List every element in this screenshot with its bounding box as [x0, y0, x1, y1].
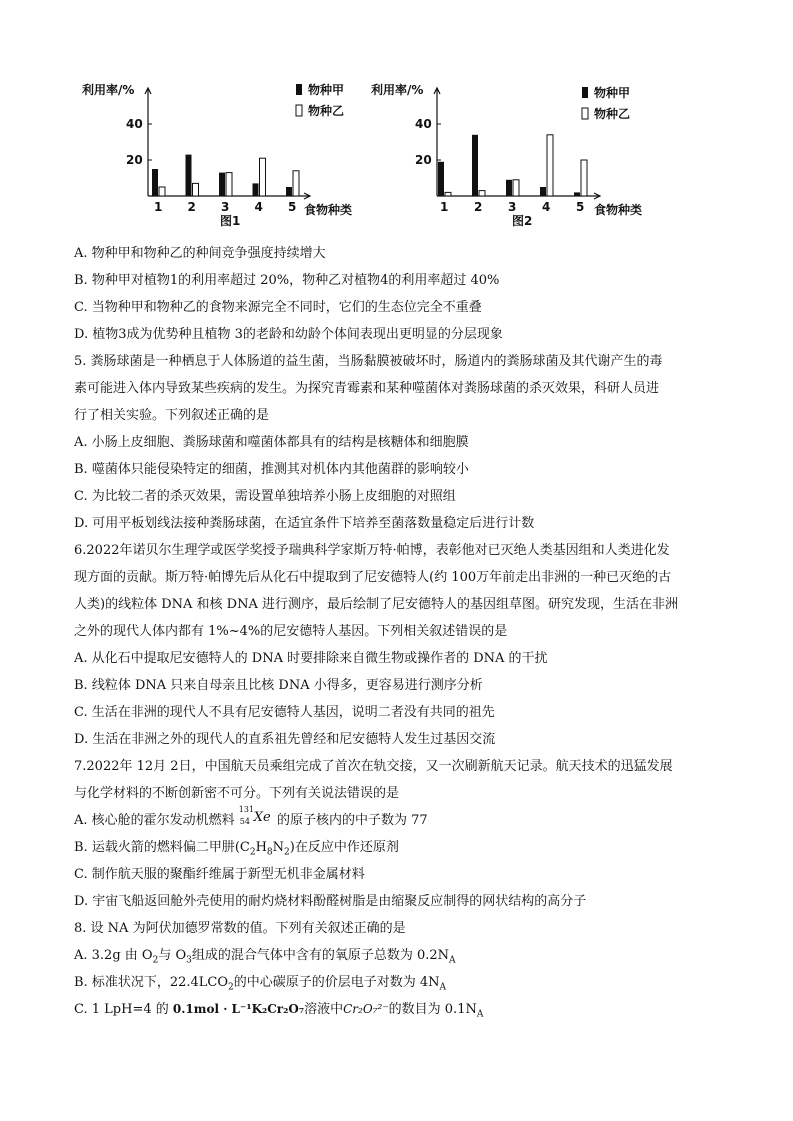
x-tick-label: 1	[154, 200, 163, 214]
legend-label-species-a: 物种甲	[308, 83, 345, 97]
q8-option-b-prefix: B. 标准状况下，22.4LCO	[74, 975, 229, 990]
subscript: 3	[186, 955, 192, 966]
subscript: A	[439, 982, 447, 993]
q7-option-b	[74, 834, 724, 861]
y-axis-label: 利用率/%	[371, 83, 424, 97]
q7-stem-line-2: 与化学材料的不断创新密不可分。下列有关说法错误的是	[74, 786, 400, 801]
x-tick-label: 3	[508, 200, 517, 214]
x-tick-label: 1	[440, 200, 449, 214]
dichromate-solution-formula: 0.1mol · L⁻¹K₂Cr₂O₇	[172, 1002, 305, 1016]
isotope-mass-number: 131	[238, 805, 255, 814]
x-tick-label: 5	[288, 200, 297, 214]
subscript: A	[476, 1009, 484, 1020]
q8-option-a	[74, 942, 724, 969]
y-tick-label: 20	[126, 153, 143, 167]
bar-species-b	[513, 180, 519, 196]
q8-option-a-text: 与 O	[158, 948, 187, 963]
q7-stem-line-1: 7.2022年 12月 2日，中国航天员乘组完成了首次在轨交接，又一次刷新航天记录。航天技术的迅猛发展	[74, 759, 673, 774]
bar-species-b	[547, 135, 553, 196]
bar-species-a	[574, 192, 580, 196]
q7-option-b-text: N	[272, 840, 285, 855]
q8-option-a-prefix: A. 3.2g 由 O	[74, 948, 153, 963]
isotope-atomic-number: 54	[239, 817, 250, 826]
q8-option-c-prefix: C. 1 LpH=4 的	[74, 1002, 173, 1017]
subscript: A	[449, 955, 456, 966]
subscript: 2	[249, 847, 256, 858]
q6-stem-line-3: 人类)的线粒体 DNA 和核 DNA 进行测序，最后绘制了尼安德特人的基因组草图。研究发现，生活在非洲	[74, 597, 678, 612]
q7-option-b-text: H	[255, 840, 267, 855]
y-tick-label: 20	[415, 153, 432, 167]
q6-stem-line-2: 现方面的贡献。斯万特·帕博先后从化石中提取到了尼安德特人(约 100万年前走出非洲的一种已灭绝的古	[74, 570, 672, 585]
q5-stem-line-3: 行了相关实验。下列叙述正确的是	[74, 408, 270, 423]
bar-species-a	[438, 162, 444, 196]
bar-species-a	[506, 180, 512, 196]
q5-option-b: B. 噬菌体只能侵染特定的细菌，推测其对机体内其他菌群的影响较小	[74, 462, 469, 477]
q6-stem-line-1: 6.2022年诺贝尔生理学或医学奖授予瑞典科学家斯万特·帕博，表彰他对已灭绝人类基因组和人类进化发	[74, 543, 670, 558]
legend-label-species-b: 物种乙	[594, 107, 631, 121]
q8-option-c	[74, 996, 724, 1023]
x-axis-label: 食物种类	[304, 203, 353, 217]
x-tick-label: 4	[542, 200, 551, 214]
chart-title: 图1	[220, 214, 241, 228]
legend-swatch-species-b	[582, 108, 588, 119]
q5-option-a: A. 小肠上皮细胞、粪肠球菌和噬菌体都具有的结构是核糖体和细胞膜	[74, 435, 469, 450]
question-content	[74, 240, 724, 1023]
bar-species-a	[472, 135, 478, 196]
q4-option-d: D. 植物3成为优势种且植物 3的老龄和幼龄个体间表现出更明显的分层现象	[74, 327, 503, 342]
q5-option-c: C. 为比较二者的杀灭效果，需设置单独培养小肠上皮细胞的对照组	[74, 489, 456, 504]
bar-species-b	[581, 160, 587, 196]
q7-option-b-suffix: )在反应中作还原剂	[289, 840, 399, 855]
subscript: 2	[228, 982, 234, 993]
chart-title: 图2	[512, 214, 533, 228]
q5-stem-line-2: 素可能进入体内导致某些疾病的发生。为探究青霉素和某种噬菌体对粪肠球菌的杀灭效果，科研人员进	[74, 381, 660, 396]
legend-swatch-species-a	[582, 87, 588, 98]
subscript: 8	[266, 847, 273, 858]
bar-species-b	[479, 191, 485, 196]
x-tick-label: 5	[576, 200, 585, 214]
q7-option-d: D. 宇宙飞船返回舱外壳使用的耐灼烧材料酚醛树脂是由缩聚反应制得的网状结构的高分子	[74, 894, 587, 909]
y-axis-label: 利用率/%	[82, 83, 135, 97]
q7-option-b-prefix: B. 运载火箭的燃料偏二甲肼(C	[74, 840, 250, 855]
subscript: 2	[284, 847, 290, 858]
q6-option-d: D. 生活在非洲之外的现代人的直系祖先曾经和尼安德特人发生过基因交流	[74, 732, 496, 747]
legend-label-species-a: 物种甲	[594, 86, 631, 100]
q8-option-c-text: 溶液中	[304, 1002, 344, 1017]
legend-label-species-b: 物种乙	[308, 104, 345, 118]
q4-option-c: C. 当物种甲和物种乙的食物来源完全不同时，它们的生态位完全不重叠	[74, 300, 482, 315]
q7-option-a	[74, 807, 724, 834]
q6-option-a: A. 从化石中提取尼安德特人的 DNA 时要排除来自微生物或操作者的 DNA 的干扰	[74, 651, 548, 666]
y-tick-label: 40	[415, 117, 432, 131]
q7-option-a-prefix: A. 核心舱的霍尔发动机燃料	[74, 813, 239, 828]
figure-area	[0, 0, 793, 240]
isotope-symbol: Xe	[253, 810, 271, 825]
q4-option-b: B. 物种甲对植物1的利用率超过 20%，物种乙对植物4的利用率超过 40%	[74, 273, 500, 288]
q6-stem-line-4: 之外的现代人体内都有 1%~4%的尼安德特人基因。下列相关叙述错误的是	[74, 624, 508, 639]
x-tick-label: 4	[254, 200, 263, 214]
x-tick-label: 2	[474, 200, 483, 214]
x-tick-label: 3	[221, 200, 230, 214]
q8-option-a-suffix: 组成的混合气体中含有的氧原子总数为 0.2N	[191, 948, 450, 963]
q8-option-b	[74, 969, 724, 996]
q7-option-c: C. 制作航天服的聚酯纤维属于新型无机非金属材料	[74, 867, 365, 882]
q5-option-d: D. 可用平板划线法接种粪肠球菌，在适宜条件下培养至菌落数量稳定后进行计数	[74, 516, 535, 531]
q6-option-c: C. 生活在非洲的现代人不具有尼安德特人基因，说明二者没有共同的祖先	[74, 705, 495, 720]
bar-species-a	[540, 187, 546, 196]
q6-option-b: B. 线粒体 DNA 只来自母亲且比核 DNA 小得多，更容易进行测序分析	[74, 678, 483, 693]
y-tick-label: 40	[126, 117, 143, 131]
bar-species-b	[445, 192, 451, 196]
x-tick-label: 2	[187, 200, 196, 214]
x-axis-label: 食物种类	[594, 203, 643, 217]
q4-option-a: A. 物种甲和物种乙的种间竞争强度持续增大	[74, 246, 326, 261]
dichromate-ion-formula: Cr₂O₇²⁻	[343, 1002, 389, 1016]
bar-chart-figure-2	[0, 0, 793, 240]
q8-option-c-suffix: 的数目为 0.1N	[388, 1002, 477, 1017]
q8-option-b-suffix: 的中心碳原子的价层电子对数为 4N	[233, 975, 440, 990]
xenon-isotope	[238, 805, 273, 828]
q5-stem-line-1: 5. 粪肠球菌是一种栖息于人体肠道的益生菌，当肠黏膜被破坏时，肠道内的粪肠球菌及其代谢产生的毒	[74, 354, 663, 369]
q8-stem: 8. 设 NA 为阿伏加德罗常数的值。下列有关叙述正确的是	[74, 921, 406, 936]
subscript: 2	[152, 955, 159, 966]
q7-option-a-suffix: 的原子核内的中子数为 77	[276, 813, 428, 828]
